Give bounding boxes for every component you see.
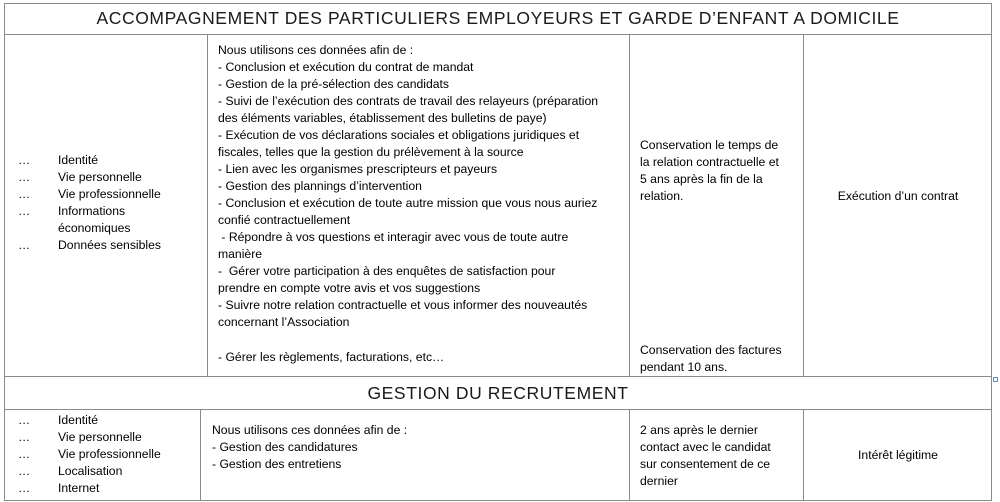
retention-line: 5 ans après la fin de la — [640, 172, 763, 186]
category-label: Informations — [58, 204, 126, 218]
bullet-dots: … — [18, 187, 32, 201]
category-item — [18, 237, 161, 254]
section1-col-divider-3 — [803, 34, 804, 377]
section2-col-divider-2 — [629, 409, 630, 501]
purpose-line: - Conclusion et exécution du contrat de mandat — [218, 60, 474, 74]
purpose-line: - Suivi de l’exécution des contrats de travail des relayeurs (préparation — [218, 94, 599, 108]
category-label: Internet — [58, 481, 100, 495]
section2-col-divider-1 — [200, 409, 201, 501]
section1-legal-basis: Exécution d’un contrat — [837, 189, 959, 203]
purpose-line: - Gestion des plannings d’intervention — [218, 179, 422, 193]
retention-line: Conservation le temps de — [640, 138, 779, 152]
section1-categories — [18, 152, 161, 254]
section2-title: GESTION DU RECRUTEMENT — [367, 383, 629, 403]
bullet-dots: … — [18, 204, 32, 218]
bullet-dots: … — [18, 481, 32, 495]
table-resize-marker — [993, 377, 998, 382]
purpose-line: confié contractuellement — [218, 213, 351, 227]
section1-retention — [640, 137, 779, 205]
retention-line: contact avec le candidat — [640, 440, 771, 454]
purpose-line: - Conclusion et exécution de toute autre mission que vous nous auriez — [218, 196, 598, 210]
category-item — [18, 412, 161, 429]
section1-purpose-last: - Gérer les règlements, facturations, etc… — [218, 350, 445, 364]
section1-col-divider-2 — [629, 34, 630, 377]
category-label: Vie personnelle — [58, 170, 142, 184]
section2-legal-basis: Intérêt légitime — [858, 448, 938, 462]
category-label: Localisation — [58, 464, 123, 478]
category-item — [18, 152, 161, 169]
section1-purposes — [218, 42, 598, 331]
category-label-cont: économiques — [58, 221, 131, 235]
section2-categories — [18, 412, 161, 497]
bullet-dots: … — [18, 430, 32, 444]
retention-line: dernier — [640, 474, 678, 488]
purpose-line: - Exécution de vos déclarations sociales et obligations juridiques et — [218, 128, 580, 142]
category-label: Données sensibles — [58, 238, 161, 252]
purpose-line: Nous utilisons ces données afin de : — [218, 43, 414, 57]
retention-line: relation. — [640, 189, 684, 203]
retention-line: la relation contractuelle et — [640, 155, 779, 169]
category-item — [18, 463, 161, 480]
category-item — [18, 203, 161, 237]
section1-title: ACCOMPAGNEMENT DES PARTICULIERS EMPLOYEURS ET GARDE D’ENFANT A DOMICILE — [96, 8, 900, 28]
purpose-line: - Lien avec les organismes prescripteurs et payeurs — [218, 162, 498, 176]
category-label: Vie professionnelle — [58, 447, 161, 461]
bullet-dots: … — [18, 447, 32, 461]
bullet-dots: … — [18, 464, 32, 478]
category-item — [18, 186, 161, 203]
category-label: Vie professionnelle — [58, 187, 161, 201]
category-item — [18, 429, 161, 446]
purpose-line: fiscales, telles que la gestion du prélèvement à la source — [218, 145, 524, 159]
category-label: Vie personnelle — [58, 430, 142, 444]
purpose-line: - Répondre à vos questions et interagir avec vous de toute autre — [218, 230, 569, 244]
retention-line: sur consentement de ce — [640, 457, 771, 471]
purpose-line: Nous utilisons ces données afin de : — [212, 423, 408, 437]
purpose-line: prendre en compte votre avis et vos suggestions — [218, 281, 481, 295]
bullet-dots: … — [18, 153, 32, 167]
category-item — [18, 169, 161, 186]
section2-retention — [640, 422, 771, 490]
retention-line: pendant 10 ans. — [640, 360, 728, 374]
retention-line: 2 ans après le dernier — [640, 423, 758, 437]
category-label: Identité — [58, 153, 98, 167]
retention-line: Conservation des factures — [640, 343, 782, 357]
category-label: Identité — [58, 413, 98, 427]
bullet-dots: … — [18, 413, 32, 427]
section1-col-divider-1 — [207, 34, 208, 377]
bullet-dots: … — [18, 238, 32, 252]
section1-retention-invoices — [640, 342, 782, 376]
purpose-line: - Gestion de la pré-sélection des candidats — [218, 77, 450, 91]
section2-purposes — [212, 422, 407, 473]
purpose-line: des éléments variables, établissement des bulletins de paye) — [218, 111, 547, 125]
bullet-dots: … — [18, 170, 32, 184]
purpose-line: manière — [218, 247, 263, 261]
category-item — [18, 480, 161, 497]
purpose-line: - Suivre notre relation contractuelle et vous informer des nouveautés — [218, 298, 588, 312]
purpose-line: concernant l’Association — [218, 315, 350, 329]
purpose-line: - Gestion des candidatures — [212, 440, 358, 454]
purpose-line: - Gestion des entretiens — [212, 457, 342, 471]
purpose-line: - Gérer votre participation à des enquêtes de satisfaction pour — [218, 264, 556, 278]
category-item — [18, 446, 161, 463]
